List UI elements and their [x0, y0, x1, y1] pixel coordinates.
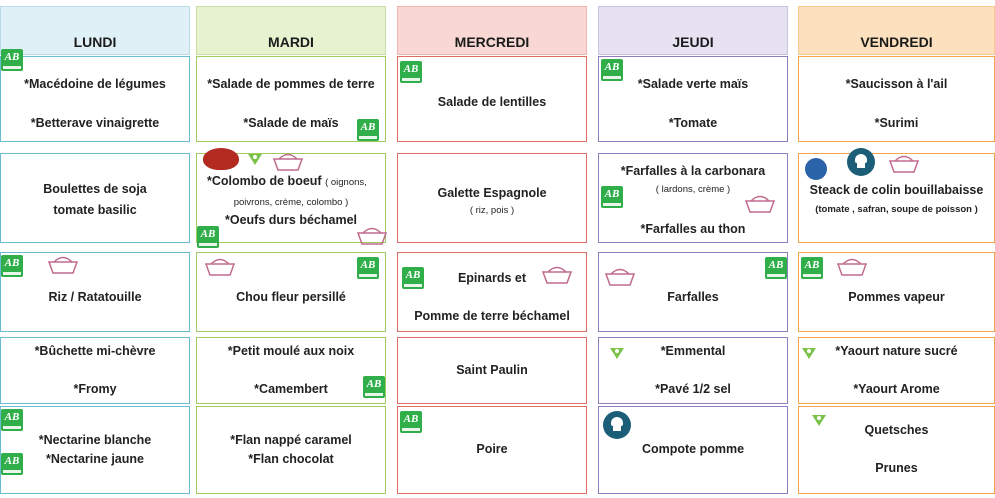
cooking-pot-icon	[887, 152, 921, 174]
menu-cell-mardi-starter	[196, 56, 386, 142]
dish-line: *Camembert	[254, 382, 328, 396]
dish-line: Chou fleur persillé	[236, 290, 346, 304]
dish-line: Saint Paulin	[456, 363, 528, 377]
dish-line: *Pavé 1/2 sel	[655, 382, 731, 396]
dish-line: *Yaourt Arome	[853, 382, 940, 396]
dish-line: *Fromy	[73, 382, 117, 396]
day-column-lundi	[0, 6, 190, 496]
menu-cell-jeudi-starter	[598, 56, 788, 142]
menu-cell-lundi-starter	[0, 51, 190, 142]
day-header-mercredi	[397, 6, 587, 55]
menu-cell-jeudi-main	[598, 153, 788, 243]
dish-line: Farfalles	[667, 290, 719, 304]
french-meat-label-icon	[203, 148, 239, 170]
bio-logo-icon: AB	[801, 257, 823, 279]
dish-detail: poivrons, crème, colombo )	[233, 197, 349, 208]
dish-line: *Yaourt nature sucré	[835, 344, 958, 358]
day-column-mardi	[196, 6, 386, 496]
dish-line: *Farfalles au thon	[640, 222, 746, 236]
dish-line: *Salade de maïs	[243, 116, 339, 130]
dish-line: Quetsches	[864, 423, 929, 437]
cooking-pot-icon	[46, 253, 80, 275]
day-header-vendredi	[798, 6, 995, 55]
dish-line: *Petit moulé aux noix	[227, 344, 355, 358]
bio-logo-icon: AB	[1, 453, 23, 475]
dish-line: Galette Espagnole	[437, 186, 547, 200]
bio-logo-icon: AB	[765, 257, 787, 279]
menu-cell-vendredi-main	[798, 153, 995, 243]
dish-line: *Flan nappé caramel	[230, 433, 352, 447]
dish-detail: ( oignons,	[325, 177, 367, 188]
bio-logo-icon: AB	[357, 257, 379, 279]
menu-cell-mercredi-cheese	[397, 337, 587, 404]
cooking-pot-icon	[271, 150, 305, 172]
dish-line: *Nectarine jaune	[46, 452, 144, 466]
local-product-icon	[247, 152, 263, 166]
menu-cell-jeudi-dessert	[598, 406, 788, 494]
day-header-mardi	[196, 6, 386, 55]
dish-line: Boulettes de soja	[43, 182, 147, 196]
dish-line: *Nectarine blanche	[38, 433, 152, 447]
dish-line: Compote pomme	[641, 442, 745, 456]
dish-line: Epinards et	[457, 271, 527, 285]
bio-logo-icon: AB	[197, 226, 219, 248]
day-header-lundi	[0, 6, 190, 55]
menu-cell-mardi-main	[196, 153, 386, 243]
menu-cell-lundi-main	[0, 153, 190, 243]
day-column-mercredi	[397, 6, 587, 496]
dish-detail: ( lardons, crème )	[655, 184, 731, 195]
cooking-pot-icon	[743, 192, 777, 214]
menu-cell-vendredi-cheese	[798, 337, 995, 404]
day-name: LUNDI	[73, 34, 117, 50]
dish-line: *Salade de pommes de terre	[207, 77, 375, 91]
msc-fish-icon	[805, 158, 827, 180]
dish-line: *Flan chocolat	[248, 452, 334, 466]
dish-line: Pomme de terre béchamel	[414, 309, 570, 323]
dish-line: Pommes vapeur	[848, 290, 945, 304]
bio-logo-icon: AB	[1, 409, 23, 431]
dish-detail: (tomate , safran, soupe de poisson )	[815, 204, 978, 215]
menu-cell-jeudi-cheese	[598, 337, 788, 404]
day-column-jeudi	[598, 6, 788, 496]
dish-line: *Betterave vinaigrette	[30, 116, 160, 130]
chef-hat-icon	[847, 148, 875, 176]
dish-line: *Saucisson à l'ail	[845, 77, 948, 91]
dish-line: *Macédoine de légumes	[24, 77, 166, 91]
menu-cell-lundi-dessert	[0, 406, 190, 494]
menu-cell-mercredi-side	[397, 252, 587, 332]
day-header-jeudi	[598, 6, 788, 55]
day-name: JEUDI	[672, 34, 714, 50]
chef-hat-icon	[603, 411, 631, 439]
dish-line: *Surimi	[874, 116, 919, 130]
bio-logo-icon: AB	[357, 119, 379, 141]
dish-line: *Tomate	[668, 116, 718, 130]
menu-cell-vendredi-side	[798, 252, 995, 332]
cooking-pot-icon	[203, 255, 237, 277]
bio-logo-icon: AB	[400, 411, 422, 433]
menu-cell-mercredi-main	[397, 153, 587, 243]
dish-line: *Oeufs durs béchamel	[225, 213, 357, 227]
day-name: MERCREDI	[454, 34, 530, 50]
bio-logo-icon: AB	[400, 61, 422, 83]
bio-logo-icon: AB	[402, 267, 424, 289]
bio-logo-icon: AB	[601, 186, 623, 208]
menu-cell-mercredi-starter	[397, 56, 587, 142]
menu-cell-jeudi-side	[598, 252, 788, 332]
dish-line: Steack de colin bouillabaisse	[809, 183, 984, 197]
dish-line: *Bûchette mi-chèvre	[34, 344, 156, 358]
dish-line: Prunes	[875, 461, 918, 475]
menu-cell-lundi-cheese	[0, 337, 190, 404]
dish-detail: ( riz, pois )	[469, 205, 515, 216]
dish-line: Salade de lentilles	[437, 95, 547, 109]
day-name: MARDI	[268, 34, 314, 50]
dish-line: Riz / Ratatouille	[48, 290, 142, 304]
menu-cell-mercredi-dessert	[397, 406, 587, 494]
menu-cell-vendredi-dessert	[798, 406, 995, 494]
bio-logo-icon: AB	[1, 255, 23, 277]
dish-line: Poire	[476, 442, 508, 456]
day-column-vendredi	[798, 6, 995, 496]
menu-cell-mardi-side	[196, 252, 386, 332]
dish-line: *Salade verte maïs	[637, 77, 749, 91]
day-name: VENDREDI	[860, 34, 933, 50]
bio-logo-icon: AB	[601, 59, 623, 81]
dish-line: *Emmental	[660, 344, 726, 358]
dish-line: *Colombo de boeuf	[207, 174, 322, 188]
dish-line: *Farfalles à la carbonara	[620, 164, 766, 178]
bio-logo-icon: AB	[1, 49, 23, 71]
cooking-pot-icon	[835, 255, 869, 277]
cooking-pot-icon	[603, 265, 637, 287]
menu-cell-mardi-dessert	[196, 406, 386, 494]
cooking-pot-icon	[355, 224, 389, 246]
menu-cell-mardi-cheese	[196, 337, 386, 404]
bio-logo-icon: AB	[363, 376, 385, 398]
menu-cell-lundi-side	[0, 252, 190, 332]
menu-cell-vendredi-starter	[798, 56, 995, 142]
dish-line: tomate basilic	[53, 203, 137, 217]
